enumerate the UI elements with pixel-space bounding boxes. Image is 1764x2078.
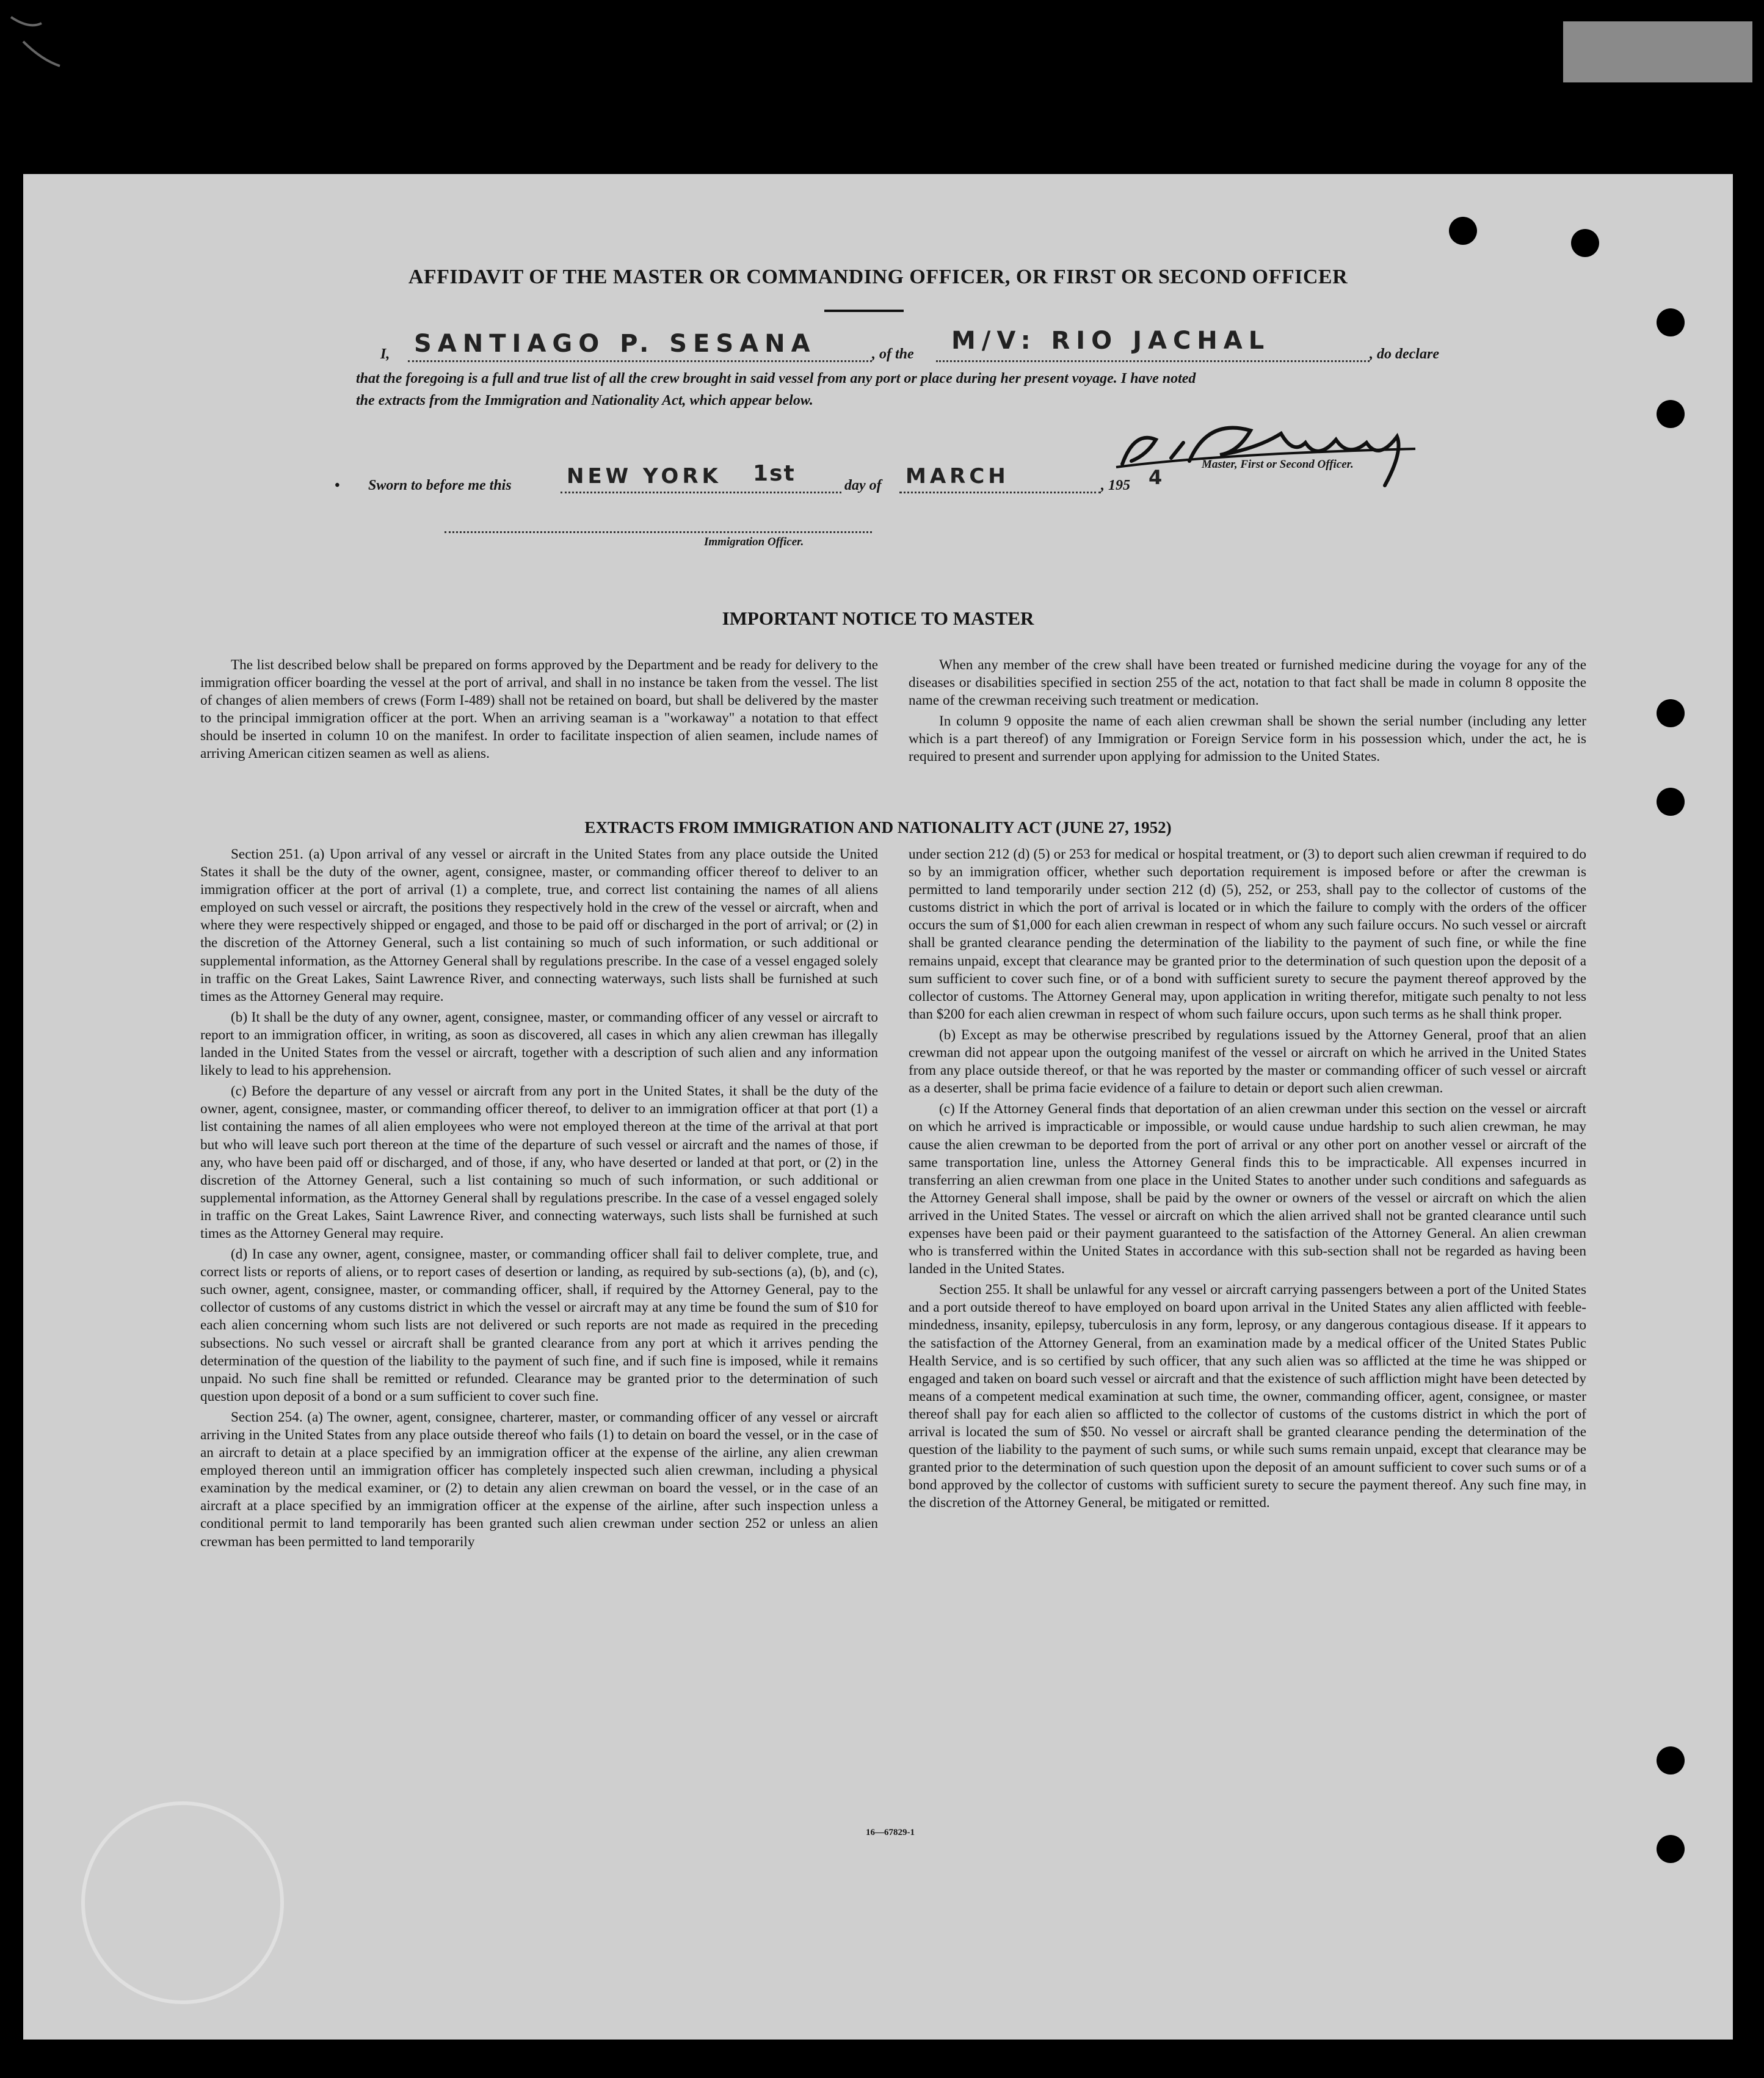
extracts-left-column [200,846,878,1554]
master-name-line [408,360,872,362]
notice-left-column [200,656,878,766]
title-rule [824,310,904,312]
sworn-month-line [899,492,1101,493]
sworn-year-digit: 4 [1149,466,1163,489]
sworn-day: 1st [753,461,796,486]
master-name: SANTIAGO P. SESANA [414,330,816,358]
statute-paragraph: (b) It shall be the duty of any owner, agent, consignee, master, or commanding officer of any vessel or aircraft to report to an immigration officer, in writing, as soon as discovered, all cases in which any alien crewman has illegally landed in the United States from the vessel or aircraft, together with a description of such alien and any information likely to lead to his apprehension. [200,1009,878,1079]
extracts-right-column [909,846,1586,1515]
signature-caption: Master, First or Second Officer. [1202,458,1354,471]
embossed-seal [81,1801,284,2004]
notice-paragraph: In column 9 opposite the name of each alien crewman shall be shown the serial number (including any letter which is a part thereof) of any Immigration or Foreign Service form in his possession which, under the act, he is required to present and surrender upon applying for admission to the United States. [909,713,1586,765]
statute-paragraph: Section 251. (a) Upon arrival of any vessel or aircraft in the United States from any place outside the United States it shall be the duty of the owner, agent, consignee, master, or commanding officer thereof to deliver to an immigration officer at the port of arrival (1) a complete, true, and correct list containing the names of all aliens employed on such vessel or aircraft, the positions they respectively hold in the crew of the vessel or aircraft, when and where they were respectively shipped or engaged, and those to be paid off or discharged in the port of arrival; or (2) in the discretion of the Attorney General, such a list containing so much of such information, or such additional or supplemental information, as the Attorney General shall by regulations prescribe. In the case of a vessel engaged solely in traffic on the Great Lakes, Saint Lawrence River, and connecting waterways, such lists shall be furnished at such times as the Attorney General may require. [200,846,878,1004]
statute-paragraph: (b) Except as may be otherwise prescribed by regulations issued by the Attorney General, proof that an alien crewman did not appear upon the outgoing manifest of the vessel or aircraft on which he arrived in the United States from any place outside thereof, or that he was reported by the master or commanding officer of such vessel or aircraft as a deserter, shall be prima facie evidence of a failure to detain or deport such alien crewman. [909,1026,1586,1097]
statute-paragraph: (c) If the Attorney General finds that deportation of an alien crewman under this section on the vessel or aircraft on which he arrived is impracticable or impossible, or would cause undue hardship to such alien crewman, he may cause the alien crewman to be deported from the port of arrival or any other port on another vessel or aircraft of the same transportation line, unless the Attorney General finds this to be impracticable. All expenses incurred in transferring an alien crewman from one place in the United States to another under such conditions and safeguards as the Attorney General shall impose, shall be paid by the owner or owners of the vessel or aircraft on which the alien arrived in the United States. The vessel or aircraft on which the alien arrived shall not be granted clearance until such expenses have been paid or their payment guaranteed to the satisfaction of the Attorney General. An alien crewman who is transferred within the United States in accordance with this sub-section shall not be regarded as having been landed in the United States. [909,1101,1586,1277]
statute-paragraph: under section 212 (d) (5) or 253 for medical or hospital treatment, or (3) to deport such alien crewman if required to do so by an immigration officer, whether such deportation requirement is imposed before or after the crewman is permitted to land temporarily under section 212 (d) (5), 252, or 253, shall pay to the collector of customs of the customs district in which the port of arrival is located or in which the failure to comply with the orders of the officer occurs the sum of $1,000 for each alien crewman in respect of whom any such failure occurs. No such vessel or aircraft shall be granted clearance pending the determination of the liability to the payment of such fine, or while the fine remains unpaid, except that clearance may be granted prior to the determination of such question upon the deposit of a sum sufficient to cover such fine, or of a bond with sufficient surety to secure the payment thereof approved by the collector of customs. The Attorney General may, upon application in writing therefor, mitigate such penalty to not less than $200 for each alien crewman in respect of whom such failure occurs, upon such terms as he shall think proper. [909,846,1586,1022]
declaration-of-the: , of the [872,346,914,362]
vessel-name: M/V: RIO JACHAL [951,327,1271,355]
sworn-day-of: day of [844,478,882,493]
notice-paragraph: When any member of the crew shall have been treated or furnished medicine during the voyage for any of the diseases or disabilities specified in section 255 of the act, notation to that fact shall be made in column 8 opposite the name of the crewman receiving such treatment or medication. [909,657,1586,709]
punch-hole [1657,1746,1685,1775]
notice-paragraph: The list described below shall be prepared on forms approved by the Department and be ready for delivery to the immigration officer boarding the vessel at the port of arrival, and shall in no instance be taken from the vessel. The list of changes of alien members of crews (Form I-489) shall not be retained on board, but shall be delivered by the master to the principal immigration officer at the port. When an arriving seaman is a "workaway" a notation to that effect should be inserted in column 10 on the manifest. In order to facilitate inspection of alien seamen, include names of arriving American citizen seamen as well as aliens. [200,657,878,762]
sworn-place-line [561,492,841,493]
declaration-line-2: that the foregoing is a full and true list of all the crew brought in said vessel from any port or place during her present voyage. I have noted [356,371,1196,387]
immigration-officer-caption: Immigration Officer. [704,536,804,548]
statute-paragraph: (c) Before the departure of any vessel or aircraft from any port in the United States, it shall be the duty of the owner, agent, consignee, master, or commanding officer thereof, to deliver to an immigration officer at that port (1) a list containing the names of all alien employees who were not employed thereon at the time of the arrival at that port but who will leave such port thereon at the time of the departure of such vessel or aircraft and the names of those, if any, who have been paid off or discharged, and of those, if any, who have deserted or landed at that port, or (2) in the discretion of the Attorney General, such a list containing so much of such information, or such additional or supplemental information, as the Attorney General shall by regulations prescribe. In the case of a vessel engaged solely in traffic on the Great Lakes, Saint Lawrence River, and connecting waterways, such lists shall be furnished at such times as the Attorney General may require. [200,1083,878,1241]
form-number: 16—67829-1 [866,1828,915,1837]
sworn-prefix: Sworn to before me this [368,478,512,493]
master-signature [1098,406,1440,504]
declaration-do-declare: , do declare [1370,346,1439,362]
punch-hole [1449,217,1477,245]
statute-paragraph: Section 254. (a) The owner, agent, consignee, charterer, master, or commanding officer of any vessel or aircraft arriving in the United States from any place outside thereof who fails (1) to detain on board the vessel, or in the case of an aircraft to detain at a place specified by an immigration officer at the expense of the airline, any alien crewman employed thereon until an immigration officer has completely inspected such alien crewman, including a physical examination by the medical examiner, or (2) to detain any alien crewman on board the vessel, or in the case of an aircraft at a place specified by an immigration officer at the expense of the airline, after such inspection unless a conditional permit to land temporarily has been granted such alien crewman under section 252 or unless an alien crewman has been permitted to land temporarily [200,1409,878,1550]
declaration-prefix: I, [380,346,390,362]
notice-right-column [909,656,1586,769]
statute-paragraph: (d) In case any owner, agent, consignee, master, or commanding officer shall fail to deliver complete, true, and correct lists or reports of aliens, or to report cases of desertion or landing, as required by sub-sections (a), (b), and (c), such owner, agent, consignee, master, or commanding officer, shall, if required by the Attorney General, pay to the collector of customs of any customs district in which the vessel or aircraft may at any time be found the sum of $10 for each alien concerning whom such lists are not delivered or such reports are not made as required in the preceding subsections. No such vessel or aircraft shall be granted clearance from any port at which it arrives pending the determination of the question of the liability to the payment of such fine, and if such fine is imposed, while it remains unpaid. No such fine shall be remitted or refunded. Clearance may be granted prior to the determination of such question upon deposit of a bond or a sum sufficient to cover such fine. [200,1246,878,1404]
declaration-line-3: the extracts from the Immigration and Nationality Act, which appear below. [356,393,813,409]
punch-hole [1657,699,1685,727]
sworn-place: NEW YORK [567,464,722,489]
punch-hole [1571,229,1599,257]
extracts-title: EXTRACTS FROM IMMIGRATION AND NATIONALITY ACT (JUNE 27, 1952) [584,818,1172,837]
document-page [23,174,1733,2040]
punch-hole [1657,1835,1685,1863]
notice-title: IMPORTANT NOTICE TO MASTER [722,608,1034,629]
scanner-tab [1563,21,1752,82]
sworn-bullet: • [335,478,340,493]
document-title: AFFIDAVIT OF THE MASTER OR COMMANDING OFFICER, OR FIRST OR SECOND OFFICER [408,266,1348,288]
vessel-line [936,360,1370,362]
punch-hole [1657,788,1685,816]
scan-corner-mark [5,5,78,78]
immigration-officer-line [445,531,872,533]
sworn-month: MARCH [906,464,1009,489]
punch-hole [1657,400,1685,428]
statute-paragraph: Section 255. It shall be unlawful for any vessel or aircraft carrying passengers between a port of the United States and a port outside thereof to have employed on board upon arrival in the United States any alien afflicted with feeble-mindedness, insanity, epilepsy, tuberculosis in any form, leprosy, or any dangerous contagious disease. If it appears to the satisfaction of the Attorney General, from an examination made by a medical officer of the United States Public Health Service, and is so certified by such officer, that any such alien was so afflicted at the time he was shipped or engaged and taken on board such vessel or aircraft and that the existence of such affliction might have been detected by means of a competent medical examination at such time, the owner, commanding officer, agent, consignee, or master thereof shall pay for each alien so afflicted to the collector of customs of the customs district in which the port of arrival is located the sum of $50. No vessel or aircraft shall be granted clearance pending the determination of the question of the liability to the payment of such sums, or while such sums remain unpaid, except that clearance may be granted prior to the determination of such question upon the deposit of an amount sufficient to cover such sums or of a bond approved by the collector of customs with sufficient surety to secure the payment thereof. Any such fine may, in the discretion of the Attorney General, be mitigated or remitted. [909,1282,1586,1511]
punch-hole [1657,308,1685,336]
sworn-year-prefix: , 195 [1101,478,1130,493]
